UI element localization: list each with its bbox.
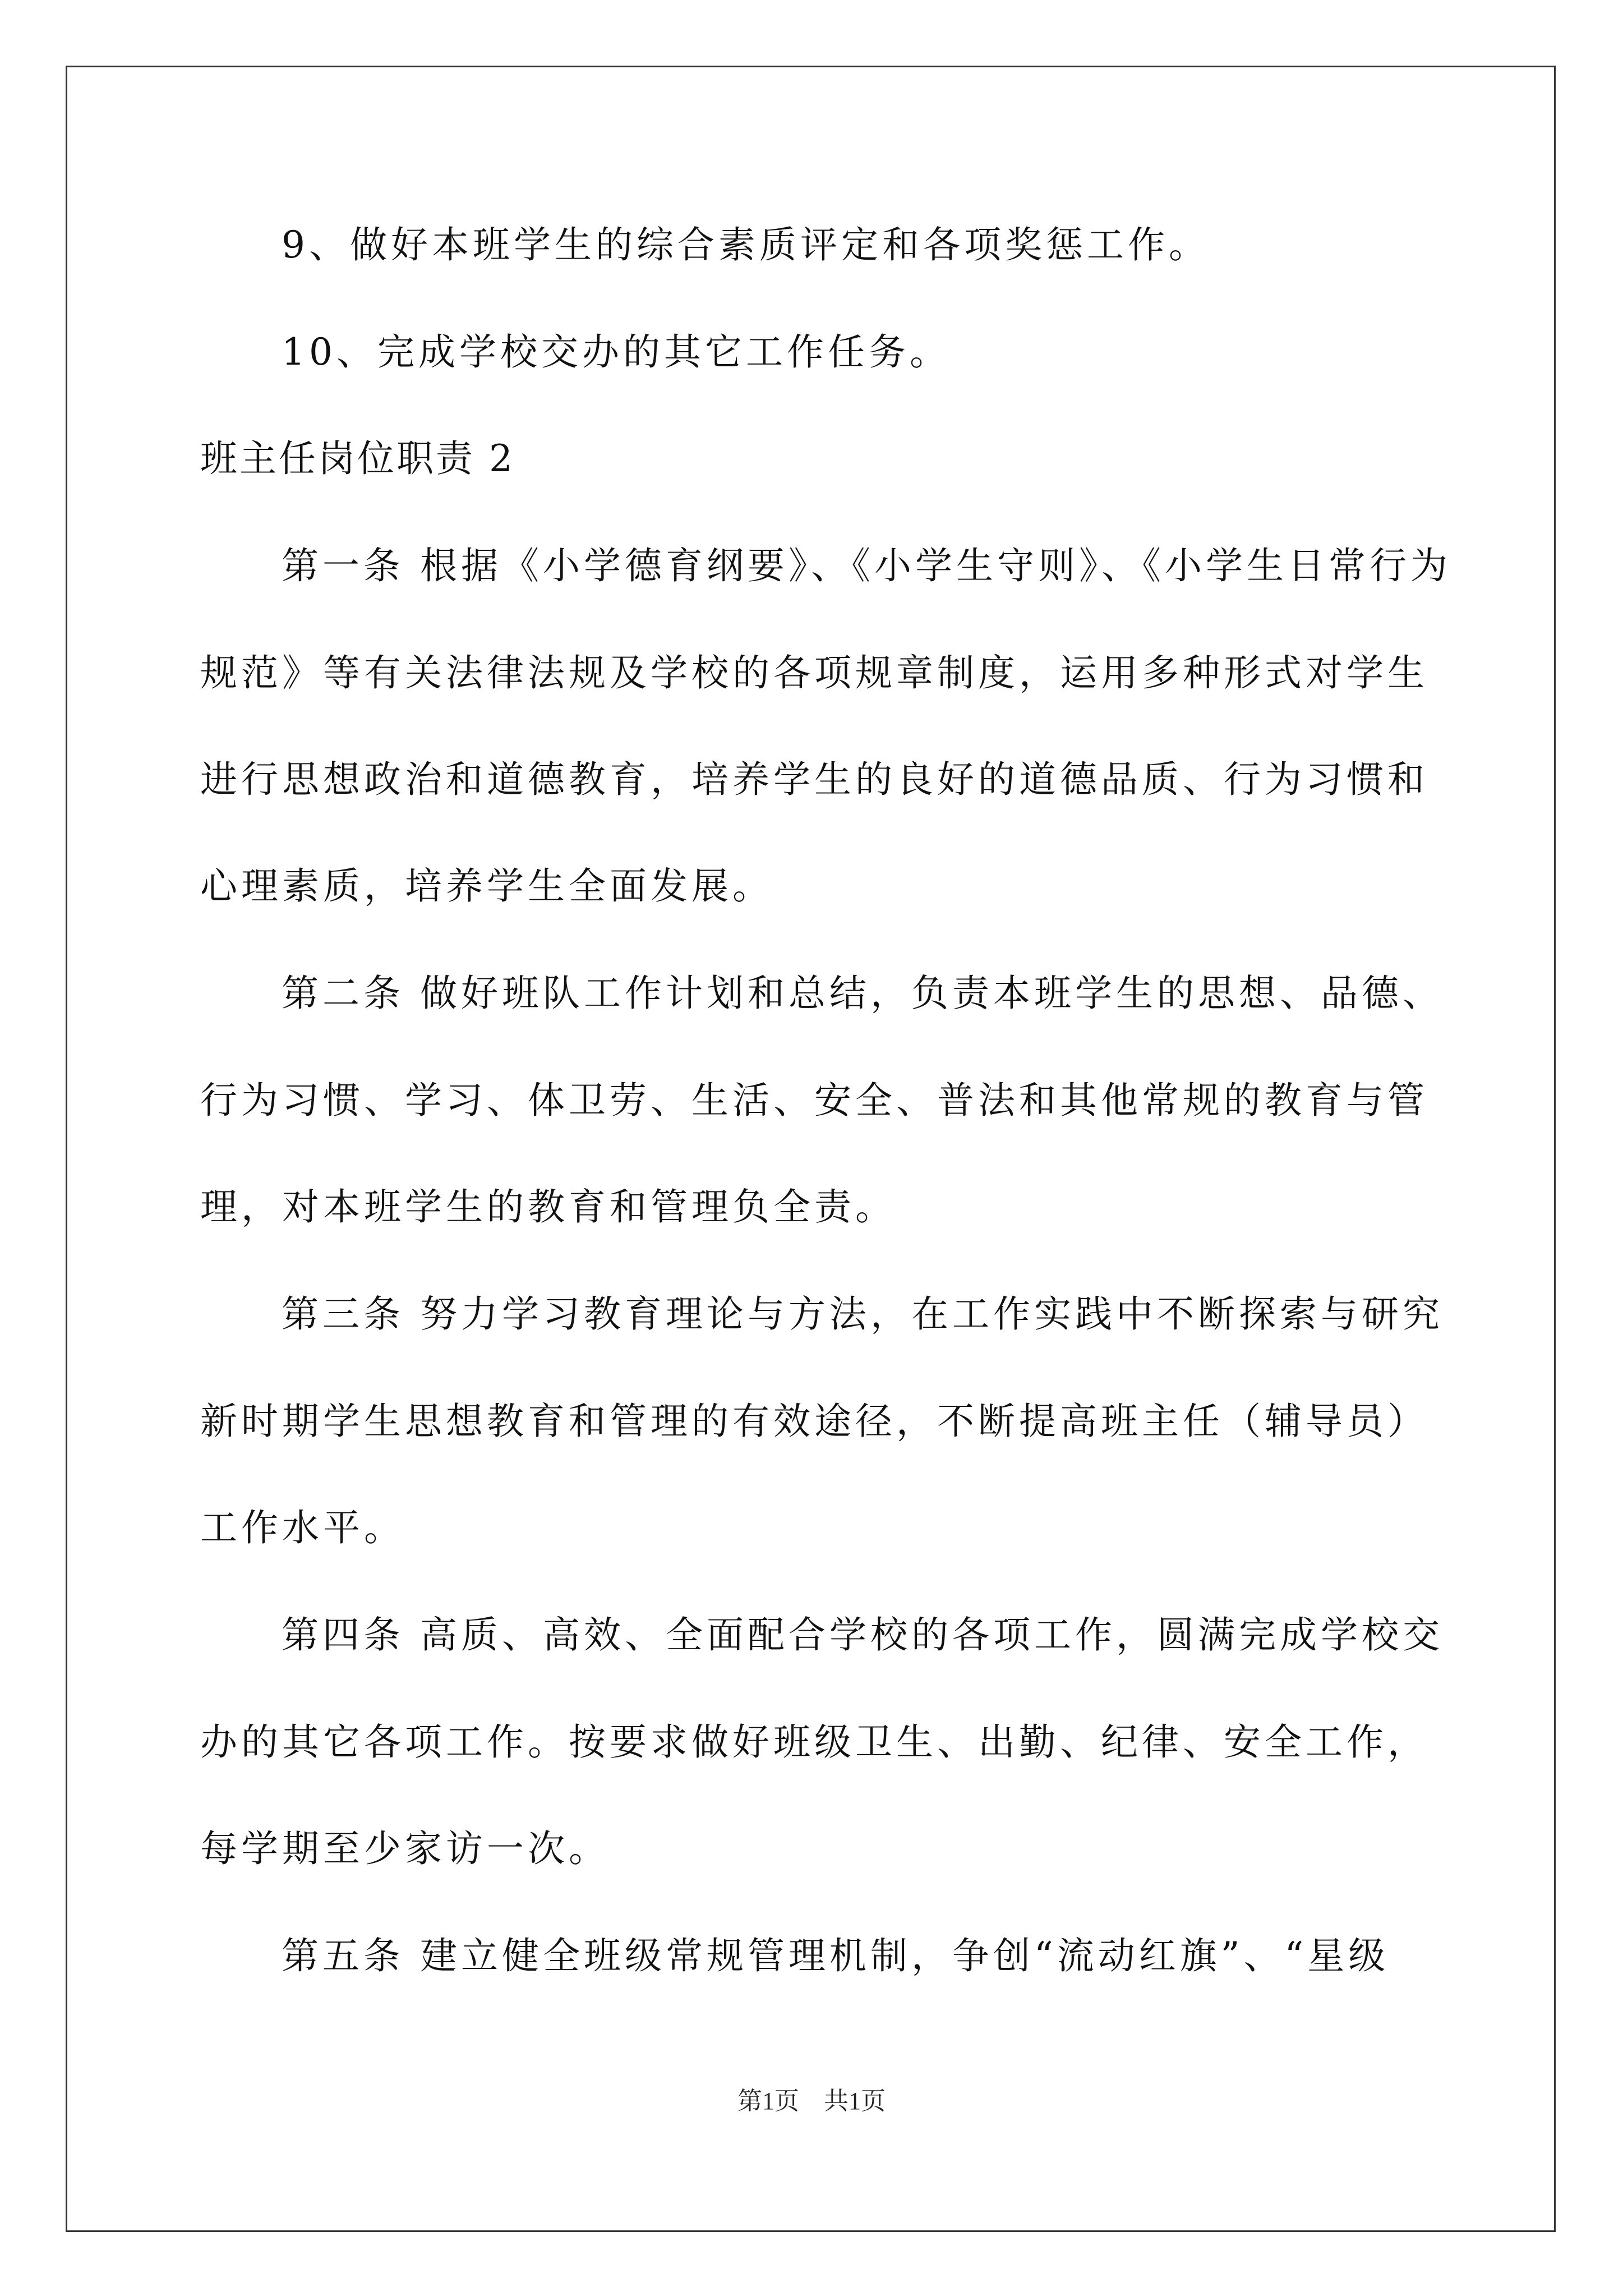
text-line: 第五条 建立健全班级常规管理机制，争创“流动红旗”、“星级 (282, 1934, 1390, 1977)
text-line: 工作水平。 (200, 1506, 405, 1549)
text-line: 行为习惯、学习、体卫劳、生活、安全、普法和其他常规的教育与管 (200, 1079, 1428, 1122)
text-line: 每学期至少家访一次。 (200, 1827, 610, 1870)
text-line: 第四条 高质、高效、全面配合学校的各项工作，圆满完成学校交 (282, 1613, 1444, 1657)
text-line: 10、完成学校交办的其它工作任务。 (282, 330, 951, 374)
text-line: 办的其它各项工作。按要求做好班级卫生、出勤、纪律、安全工作， (200, 1720, 1428, 1764)
text-line: 9、做好本班学生的综合素质评定和各项奖惩工作。 (282, 223, 1210, 266)
text-line: 心理素质，培养学生全面发展。 (200, 864, 773, 908)
text-line: 进行思想政治和道德教育，培养学生的良好的道德品质、行为习惯和 (200, 758, 1428, 801)
section-heading: 班主任岗位职责 2 (200, 437, 515, 480)
text-line: 第一条 根据《小学德育纲要》、《小学生守则》、《小学生日常行为 (282, 544, 1451, 587)
text-line: 理，对本班学生的教育和管理负全责。 (200, 1185, 896, 1228)
text-line: 新时期学生思想教育和管理的有效途径，不断提高班主任（辅导员） (200, 1400, 1428, 1443)
text-line: 第二条 做好班队工作计划和总结，负责本班学生的思想、品德、 (282, 972, 1444, 1015)
page-number-footer: 第1页 共1页 (737, 2087, 886, 2115)
text-line: 规范》等有关法律法规及学校的各项规章制度，运用多种形式对学生 (200, 651, 1428, 694)
text-line: 第三条 努力学习教育理论与方法，在工作实践中不断探索与研究 (282, 1292, 1444, 1336)
page-frame (66, 66, 1556, 2232)
